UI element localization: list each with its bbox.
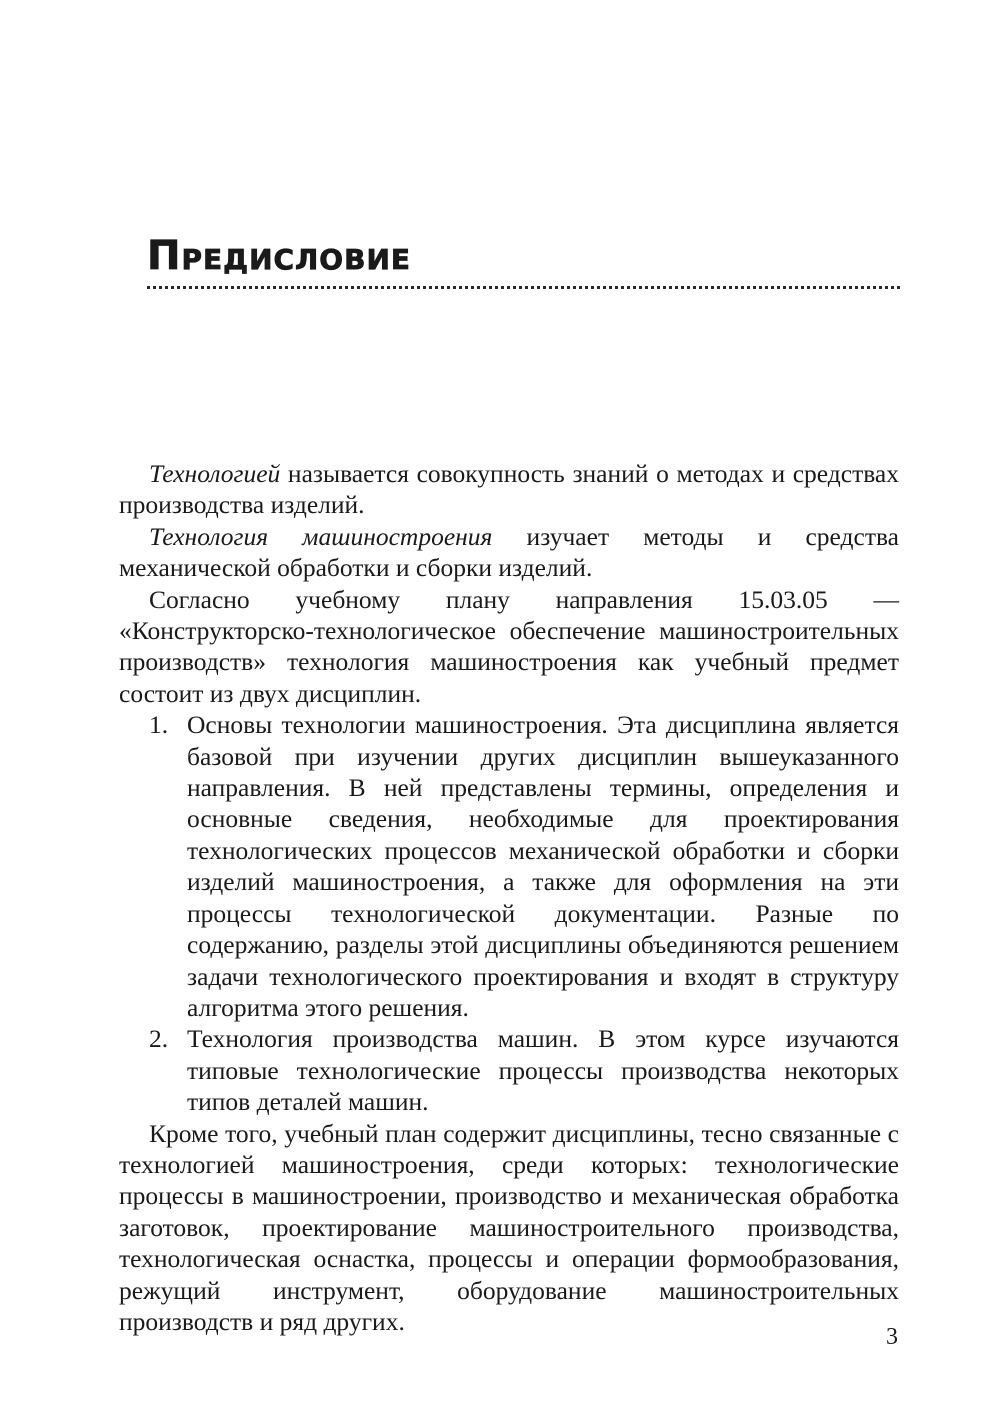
dotted-divider bbox=[147, 286, 900, 289]
paragraph-curriculum: Согласно учебному плану направления 15.03.05 — «Конструкторско-технологическое обеспечение машиностроительных производств» технология машиностроения как учебный предмет состоит из двух дисциплин. bbox=[119, 584, 899, 708]
paragraph-related-disciplines: Кроме того, учебный план содержит дисциплины, тесно связанные с технологией машиностроения, среди которых: технологические процессы в машиностроении, производство и механическая обработка заготовок, проектирование машиностроительного производства, технологическая оснастка, процессы и операции формообразования, режущий инструмент, оборудование машиностроительных производств и ряд других. bbox=[119, 1118, 899, 1336]
body-text bbox=[119, 458, 899, 1337]
list-marker: 1. bbox=[149, 710, 169, 740]
paragraph-machine-building-definition bbox=[119, 521, 899, 584]
page-number: 3 bbox=[886, 1324, 898, 1350]
paragraph-text: называется совокупность знаний о методах и средствах производства изделий. bbox=[119, 459, 899, 520]
emphasized-term: Технология машиностроения bbox=[149, 521, 493, 551]
paragraph-technology-definition bbox=[119, 458, 899, 521]
paragraph-text: изучает методы и средства механической обработки и сборки изделий. bbox=[119, 521, 899, 583]
list-marker: 2. bbox=[149, 1024, 169, 1054]
emphasized-term: Технологией bbox=[149, 459, 281, 488]
disciplines-list bbox=[119, 709, 899, 1117]
list-item-text: Технология производства машин. В этом курсе изучаются типовые технологические процессы производства некоторых типов деталей машин. bbox=[187, 1024, 899, 1117]
list-item bbox=[119, 709, 899, 1023]
page-title: Предисловие bbox=[147, 233, 412, 279]
list-item-text: Основы технологии машиностроения. Эта дисциплина является базовой при изучении других дисциплин вышеуказанного направления. В ней представлены термины, определения и основные сведения, необходимые для проектирования технологических процессов механической обработки и сборки изделий машиностроения, а также для оформления на эти процессы технологической документации. Разные по содержанию, разделы этой дисциплины объединяются решением задачи технологического проектирования и входят в структуру алгоритма этого решения. bbox=[187, 710, 899, 1022]
list-item bbox=[119, 1023, 899, 1117]
